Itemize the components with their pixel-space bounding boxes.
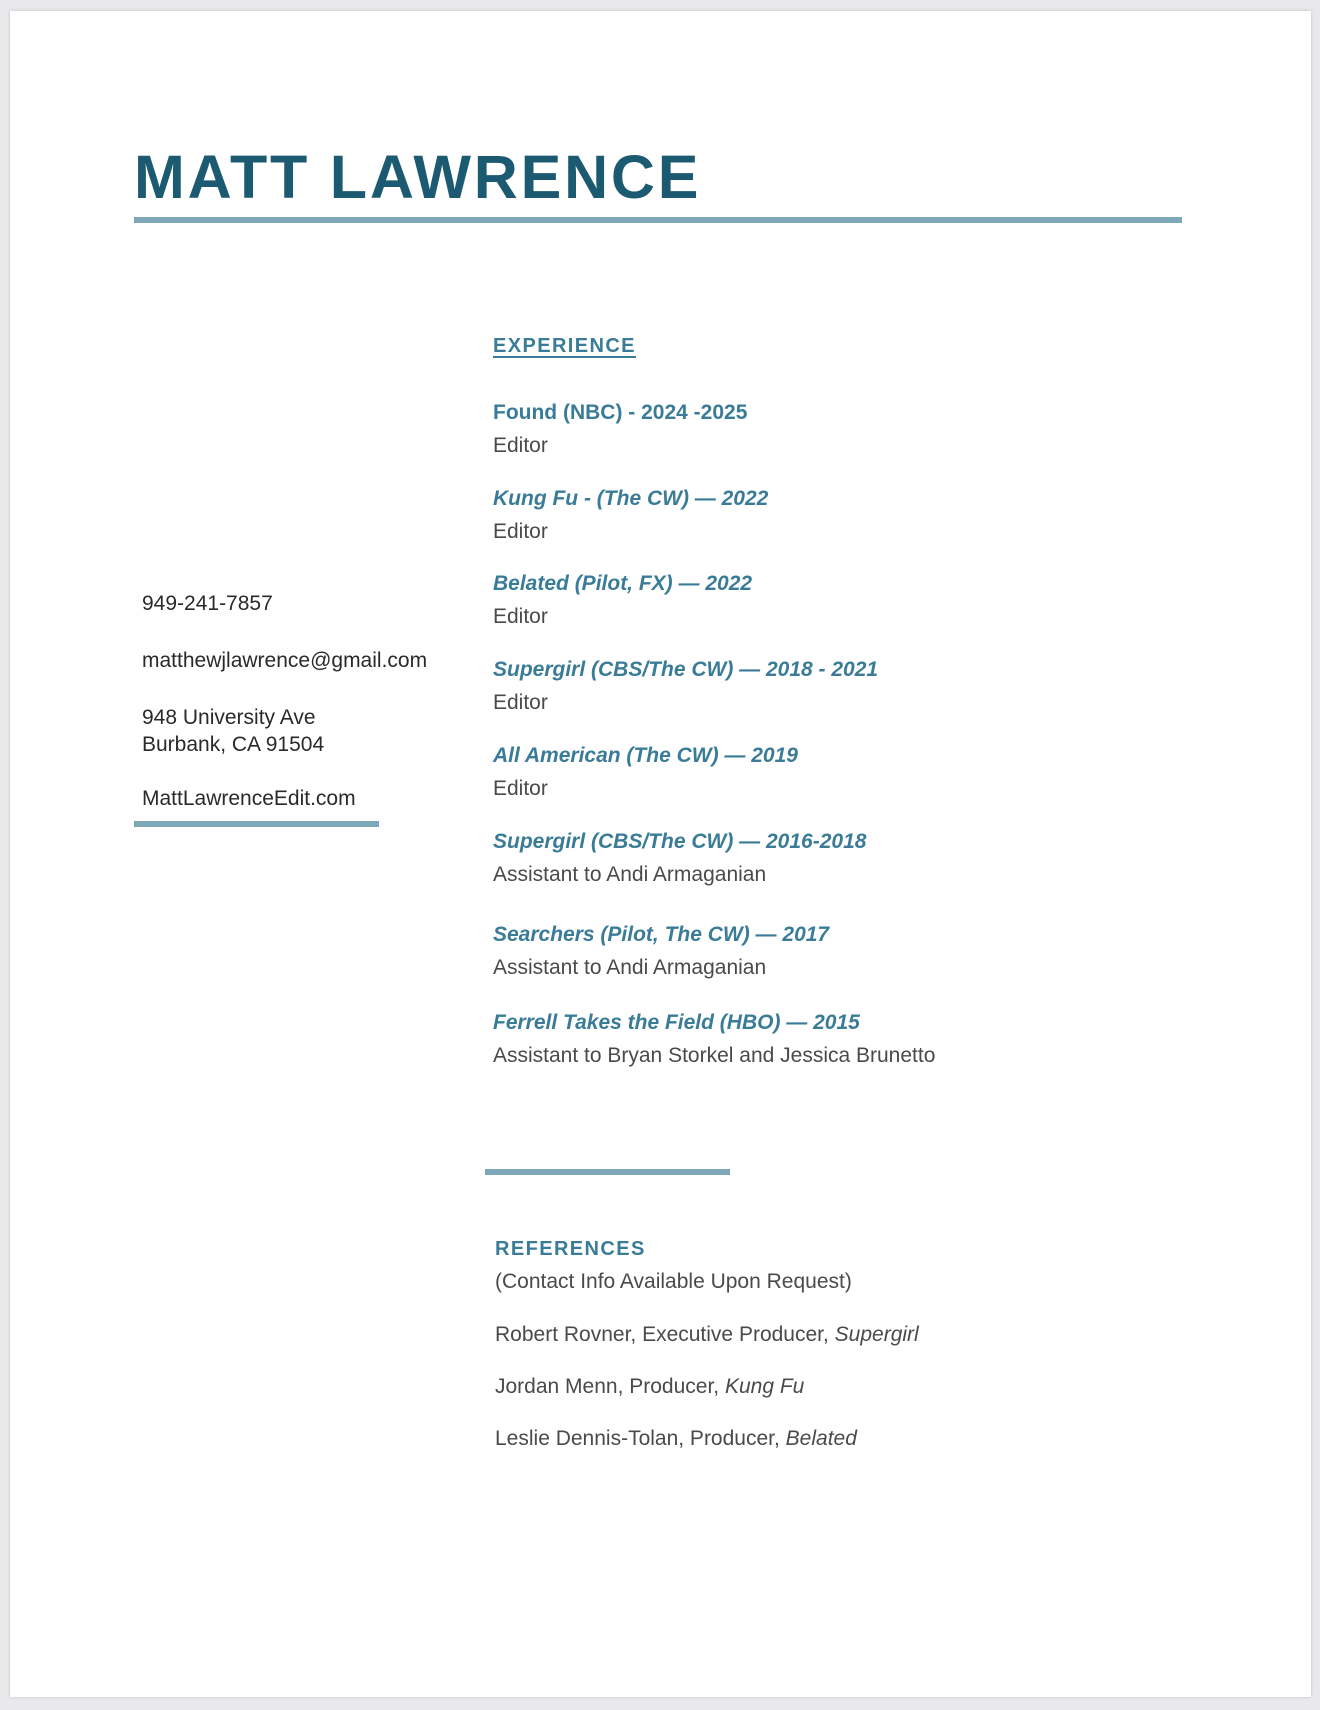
reference-show: Supergirl: [834, 1323, 919, 1346]
job-title: Belated (Pilot, FX) — 2022: [493, 572, 753, 595]
reference-person: Robert Rovner, Executive Producer,: [495, 1323, 835, 1346]
resume-page: [10, 11, 1311, 1697]
contact-email: matthewjlawrence@gmail.com: [142, 649, 428, 672]
job-title: Found (NBC) - 2024 -2025: [493, 401, 748, 424]
job-title: Searchers (Pilot, The CW) — 2017: [493, 923, 830, 946]
job-role: Editor: [493, 777, 548, 800]
job-role: Assistant to Andi Armaganian: [493, 863, 767, 886]
experience-heading: EXPERIENCE: [493, 335, 636, 357]
reference-show: Belated: [785, 1427, 857, 1450]
references-heading: REFERENCES: [495, 1238, 646, 1260]
resume-name: MATT LAWRENCE: [134, 143, 702, 211]
reference-person: Leslie Dennis-Tolan, Producer,: [495, 1427, 786, 1450]
header-divider: [134, 217, 1182, 223]
job-role: Assistant to Bryan Storkel and Jessica Brunetto: [493, 1044, 936, 1067]
job-role: Assistant to Andi Armaganian: [493, 956, 767, 979]
contact-divider: [134, 821, 379, 827]
reference-item: [495, 1428, 857, 1449]
contact-address-line2: Burbank, CA 91504: [142, 733, 325, 756]
references-note: (Contact Info Available Upon Request): [495, 1270, 852, 1293]
job-title: Supergirl (CBS/The CW) — 2018 - 2021: [493, 658, 879, 681]
reference-item: [495, 1324, 919, 1345]
reference-item: [495, 1376, 804, 1397]
job-role: Editor: [493, 691, 548, 714]
job-title: All American (The CW) — 2019: [493, 744, 798, 767]
section-divider: [485, 1169, 730, 1175]
contact-address-line1: 948 University Ave: [142, 706, 316, 729]
contact-website: MattLawrenceEdit.com: [142, 787, 356, 810]
reference-person: Jordan Menn, Producer,: [495, 1375, 725, 1398]
job-title: Kung Fu - (The CW) — 2022: [493, 487, 769, 510]
job-role: Editor: [493, 434, 548, 457]
contact-phone: 949-241-7857: [142, 592, 273, 615]
job-title: Supergirl (CBS/The CW) — 2016-2018: [493, 830, 867, 853]
reference-show: Kung Fu: [724, 1375, 805, 1398]
job-role: Editor: [493, 605, 548, 628]
job-role: Editor: [493, 520, 548, 543]
job-title: Ferrell Takes the Field (HBO) — 2015: [493, 1011, 860, 1034]
